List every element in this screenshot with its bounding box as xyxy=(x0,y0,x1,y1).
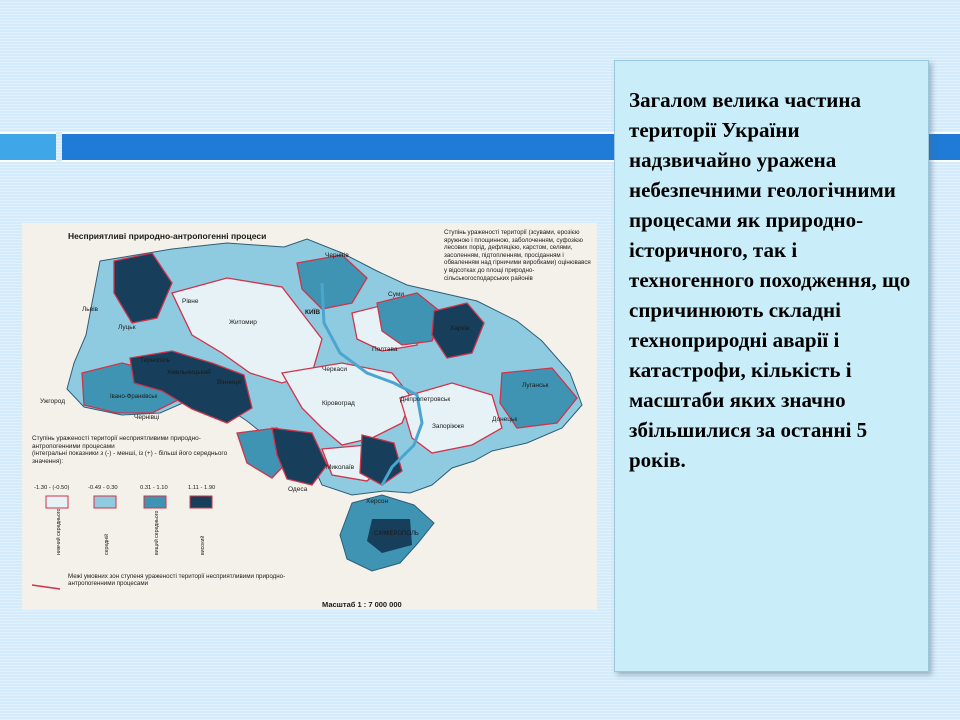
city-label: Івано-Франківськ xyxy=(110,394,158,400)
city-label: Житомир xyxy=(229,319,257,326)
map-legend-heading: Ступінь ураженості території несприятливими природно-антропогенними процесами (інтегральні показники з (-) - менші, із (+) - більші його середнього значення): xyxy=(32,435,237,479)
city-label: Дніпропетровськ xyxy=(400,396,451,403)
city-label: Черкаси xyxy=(322,366,348,373)
map-title: Несприятливі природно-антропогенні процеси xyxy=(68,231,267,241)
city-label: Луцьк xyxy=(118,324,136,331)
city-label: Суми xyxy=(388,291,404,298)
ukraine-map xyxy=(22,223,597,610)
city-label: Харків xyxy=(450,325,470,332)
legend-swatch xyxy=(94,496,116,508)
map-image xyxy=(22,223,597,610)
legend-range: -0.49 - 0.30 xyxy=(88,485,118,491)
legend-caption: високий xyxy=(200,535,206,555)
text-box xyxy=(614,60,929,672)
city-label: Кіровоград xyxy=(322,400,355,407)
city-label: Вінниця xyxy=(217,379,241,386)
legend-swatch xyxy=(190,496,212,508)
legend-caption: середній xyxy=(104,533,110,555)
city-label: Полтава xyxy=(372,346,398,353)
city-label: СІМФЕРОПОЛЬ xyxy=(374,531,419,537)
city-label: КИЇВ xyxy=(305,309,321,316)
city-label: Одеса xyxy=(288,486,308,493)
map-intro-note: Ступінь ураженості території (зсувами, ерозією яружною і площинною, заболоченням, суфозією лесових порід, дефляцією, карстом, селями, засоленням, підтопленням, просіданням і обваленням над гірничими виробками) оцінювався у відсотках до площі природно-сільськогосподарських районів xyxy=(444,229,594,315)
city-label: Хмельницький xyxy=(167,369,211,376)
city-label: Луганськ xyxy=(522,382,549,389)
map-legend-boundary-note: Межі умовних зон ступеня ураженості території несприятливими природно-антропогенними процесами xyxy=(68,573,286,588)
legend-caption: нижчий середнього xyxy=(56,508,62,555)
legend-swatch xyxy=(144,496,166,508)
slide-text: Загалом велика частина території України надзвичайно уражена небезпечними геологічними процесами як природно-історичного, так і техногенного походження, що спричинюють складні технoприродні аварії і катастрофи, кількість і масштаби яких значно збільшилися за останні 5 років. xyxy=(629,88,911,472)
legend-range: 1.11 - 1.90 xyxy=(188,485,216,491)
legend-range: 0.31 - 1.10 xyxy=(140,485,168,491)
legend-caption: вищий середнього xyxy=(154,510,160,555)
city-label: Запоріжжя xyxy=(432,423,464,430)
city-label: Миколаїв xyxy=(326,464,355,471)
header-bar-left xyxy=(0,132,56,162)
city-label: Чернігів xyxy=(325,252,349,259)
city-label: Херсон xyxy=(366,498,389,505)
legend-range: -1.30 - (-0.50) xyxy=(34,485,70,491)
city-label: Рівне xyxy=(182,298,199,305)
city-label: Донецьк xyxy=(492,416,518,423)
map-scale: Масштаб 1 : 7 000 000 xyxy=(322,600,402,609)
city-label: Тернопіль xyxy=(140,357,171,364)
legend-swatch xyxy=(46,496,68,508)
city-label: Львів xyxy=(82,306,99,313)
city-label: Чернівці xyxy=(134,414,160,421)
city-label: Ужгород xyxy=(40,398,65,405)
